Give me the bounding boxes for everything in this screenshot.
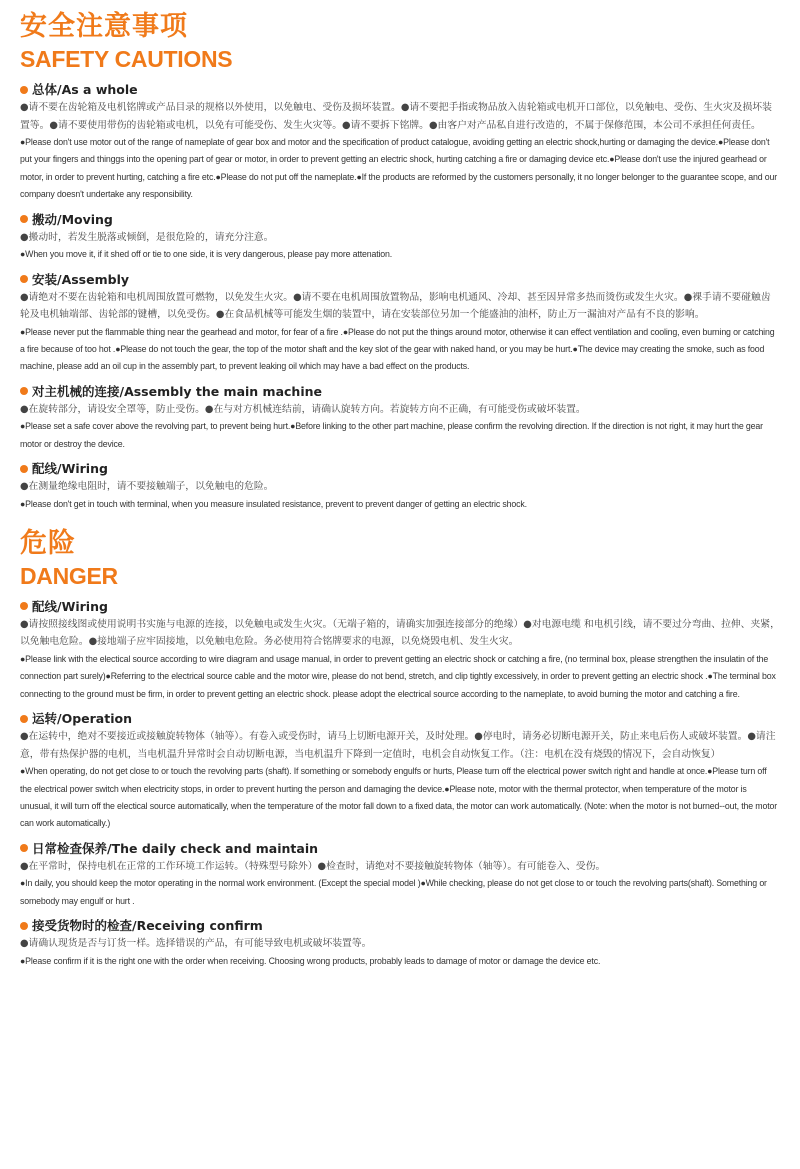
- section-heading-text: 安装/Assembly: [32, 271, 130, 287]
- section-heading-text: 总体/As a whole: [32, 82, 138, 97]
- section: [20, 270, 780, 376]
- safety-title-cn: 安全注意事项: [20, 11, 188, 42]
- document-page: [20, 10, 780, 970]
- safety-sections: [20, 80, 780, 513]
- bullet-icon: [20, 465, 28, 473]
- paragraph-en: ●Please link with the electical source according to wire diagram and usage manual, in order to prevent getting an electric shock or catching a fire, (no terminal box, please strengthen the insulatin of the connection part surely)●Referring to the electrical source cable and the motor wire, please do not bend, stretch, and clip tightly excessively, in order to prevent getting an electric shock .●The terminal box connecting to the ground must be firm, in order to prevent getting an electric shock. please adopt the electrical source according to the nameplate, to avoid burning the motor and catching a fire.: [20, 653, 776, 699]
- paragraph-en: ●Please never put the flammable thing near the gearhead and motor, for fear of a fire .●Please do not put the things around motor, otherwise it can effect ventilation and cooling, even burning or catching a fire because of too hot .●Please do not touch the gear, the top of the motor shaft and the key slot of the gear with naked hand, or you may be hurt.●The device may creating the smoke, such as food machine, please add an oil cup in the assembly part, to prevent leaking oil which may have a bad effect on the products.: [20, 326, 775, 372]
- section-heading-text: 接受货物时的检查/Receiving confirm: [32, 918, 263, 934]
- danger-title-en: DANGER: [20, 562, 118, 589]
- bullet-icon: [20, 215, 28, 223]
- paragraph-en: ●Please don't use motor out of the range of nameplate of gear box and motor and the specification of product catalogue, avoiding getting an electric shock,hurting or damaging the device.●Please don't put your fingers and thinggs into the opening part of gear or motor, in order to prevent getting an electric shock, hurting catching a fire or damaging device etc.●Please don't use the injured gearhead or motor, in order to prevent hurting, catching a fire etc.●Please do not put off the nameplate.●If the products are reformed by the customers personally, it no longer belonger to the guarantee scope, and our company doesn't undertake any responsibility.: [20, 137, 778, 200]
- section-heading: [20, 597, 780, 616]
- section-heading: [20, 709, 780, 728]
- section-heading: [20, 210, 780, 229]
- paragraph-en: ●In daily, you should keep the motor operating in the normal work environment. (Except the special model )●While checking, please do not get close to or touch the revolving parts(shaft). Something or somebody may engulf or hurt .: [20, 878, 767, 906]
- paragraph-en: ●When you move it, if it shed off or tie to one side, it is very dangerous, please pay more attenation.: [20, 249, 393, 260]
- paragraph-en: ●Please set a safe cover above the revolving part, to prevent being hurt.●Before linking to the other part machine, please confirm the revolving direction. If the direction is not right, it may hurt the gear motor or destroy the device.: [20, 421, 763, 449]
- bullet-icon: [20, 844, 28, 852]
- section-heading-text: 配线/Wiring: [32, 598, 108, 614]
- bullet-icon: [20, 715, 28, 723]
- section: [20, 382, 780, 453]
- paragraph-en: ●Please don't get in touch with terminal, when you measure insulated resistance, prevent to prevent danger of getting an electric shock.: [20, 498, 527, 509]
- section-heading: [20, 839, 780, 858]
- section: [20, 709, 780, 833]
- paragraph-en: ●When operating, do not get close to or touch the revolving parts (shaft). If something or somebody engulfs or hurts, Please turn off the electrical power switch right and handle at once.●Please turn off the electrical power switch when electricity stops, in order to prevent hurting the person and damaging the device.●Please note, motor with the thermal protector, when temperature of the motor is unusual, it will turn off the electical source automatically, when the temperature of the motor fall down to a fixed data, the motor can work automatically. (Note: when the motor is not burned--out, the motor can work automatically.): [20, 766, 778, 829]
- paragraph-cn: ●在平常时，保持电机在正常的工作环境工作运转。（特殊型号除外）●检查时，请绝对不要接触旋转物体（轴等）。有可能卷入、受伤。: [20, 860, 606, 872]
- safety-title-en: SAFETY CAUTIONS: [20, 46, 233, 72]
- paragraph-cn: ●请确认现货是否与订货一样。选择错误的产品，有可能导致电机或破坏装置等。: [20, 938, 372, 950]
- section-heading-text: 对主机械的连接/Assembly the main machine: [32, 383, 322, 399]
- paragraph-en: ●Please confirm if it is the right one with the order when receiving. Choosing wrong products, probably leads to damage of motor or damage the device etc.: [20, 955, 601, 966]
- paragraph-cn: ●在测量绝缘电阻时，请不要接触端子，以免触电的危险。: [20, 481, 274, 493]
- bullet-icon: [20, 387, 28, 395]
- paragraph-cn: ●在运转中，绝对不要接近或接触旋转物体（轴等）。有卷入或受伤时，请马上切断电源开关，及时处理。●停电时，请务必切断电源开关，防止来电后伤人或破坏装置。●请注意，带有热保护器的电机，当电机温升异常时会自动切断电源，当电机温升下降到一定值时，电机会自动恢复工作。（注：电机在没有烧毁的情况下，会自动恢复）: [20, 731, 776, 760]
- section-heading-text: 配线/Wiring: [32, 461, 108, 477]
- paragraph-cn: ●请不要在齿轮箱及电机铭牌或产品目录的规格以外使用，以免触电、受伤及损坏装置。●请不要把手指或物品放入齿轮箱或电机开口部位，以免触电、受伤、生火灾及损坏装置等。●请不要使用带伤的齿轮箱或电机，以免有可能受伤、发生火灾等。●请不要拆下铭牌。●由客户对产品私自进行改造的，不属于保修范围，本公司不承担任何责任。: [20, 102, 772, 131]
- section: [20, 210, 780, 264]
- section: [20, 916, 780, 970]
- section-heading: [20, 916, 780, 935]
- section: [20, 597, 780, 703]
- danger-title-cn: 危险: [20, 527, 76, 559]
- section: [20, 839, 780, 910]
- bullet-icon: [20, 86, 28, 94]
- section-heading: [20, 80, 780, 99]
- bullet-icon: [20, 602, 28, 610]
- bullet-icon: [20, 275, 28, 283]
- section-heading: [20, 270, 780, 289]
- paragraph-cn: ●在旋转部分，请设安全罩等，防止受伤。●在与对方机械连结前，请确认旋转方向。若旋转方向不正确，有可能受伤或破坏装置。: [20, 403, 586, 415]
- paragraph-cn: ●请绝对不要在齿轮箱和电机周围放置可燃物，以免发生火灾。●请不要在电机周围放置物品，影响电机通风、冷却、甚至因异常多热而烫伤或发生火灾。●裸手请不要碰触齿轮及电机轴端部、齿轮部的键槽，以免受伤。●在食品机械等可能发生烟的装置中，请在安装部位另加一个能盛油的油杯，防止万一漏油对产品有不良的影响。: [20, 291, 771, 321]
- paragraph-cn: ●搬动时，若发生脱落或倾倒，是很危险的，请充分注意。: [20, 231, 274, 243]
- bullet-icon: [20, 922, 28, 930]
- section-heading-text: 搬动/Moving: [32, 211, 113, 227]
- section: [20, 80, 780, 204]
- section-heading-text: 日常检查保养/The daily check and maintain: [32, 840, 319, 856]
- section-heading: [20, 382, 780, 401]
- paragraph-cn: ●请按照接线图或使用说明书实施与电源的连接，以免触电或发生火灾。（无端子箱的，请确实加强连接部分的绝缘）●对电源电缆 和电机引线，请不要过分弯曲、拉伸、夹紧，以免触电危险。●接地端子应牢固接地，以免触电危险。务必使用符合铭牌要求的电源，以免烧毁电机、发生火灾。: [20, 618, 780, 648]
- danger-sections: [20, 597, 780, 970]
- section-heading: [20, 459, 780, 478]
- section-heading-text: 运转/Operation: [32, 711, 132, 727]
- section: [20, 459, 780, 513]
